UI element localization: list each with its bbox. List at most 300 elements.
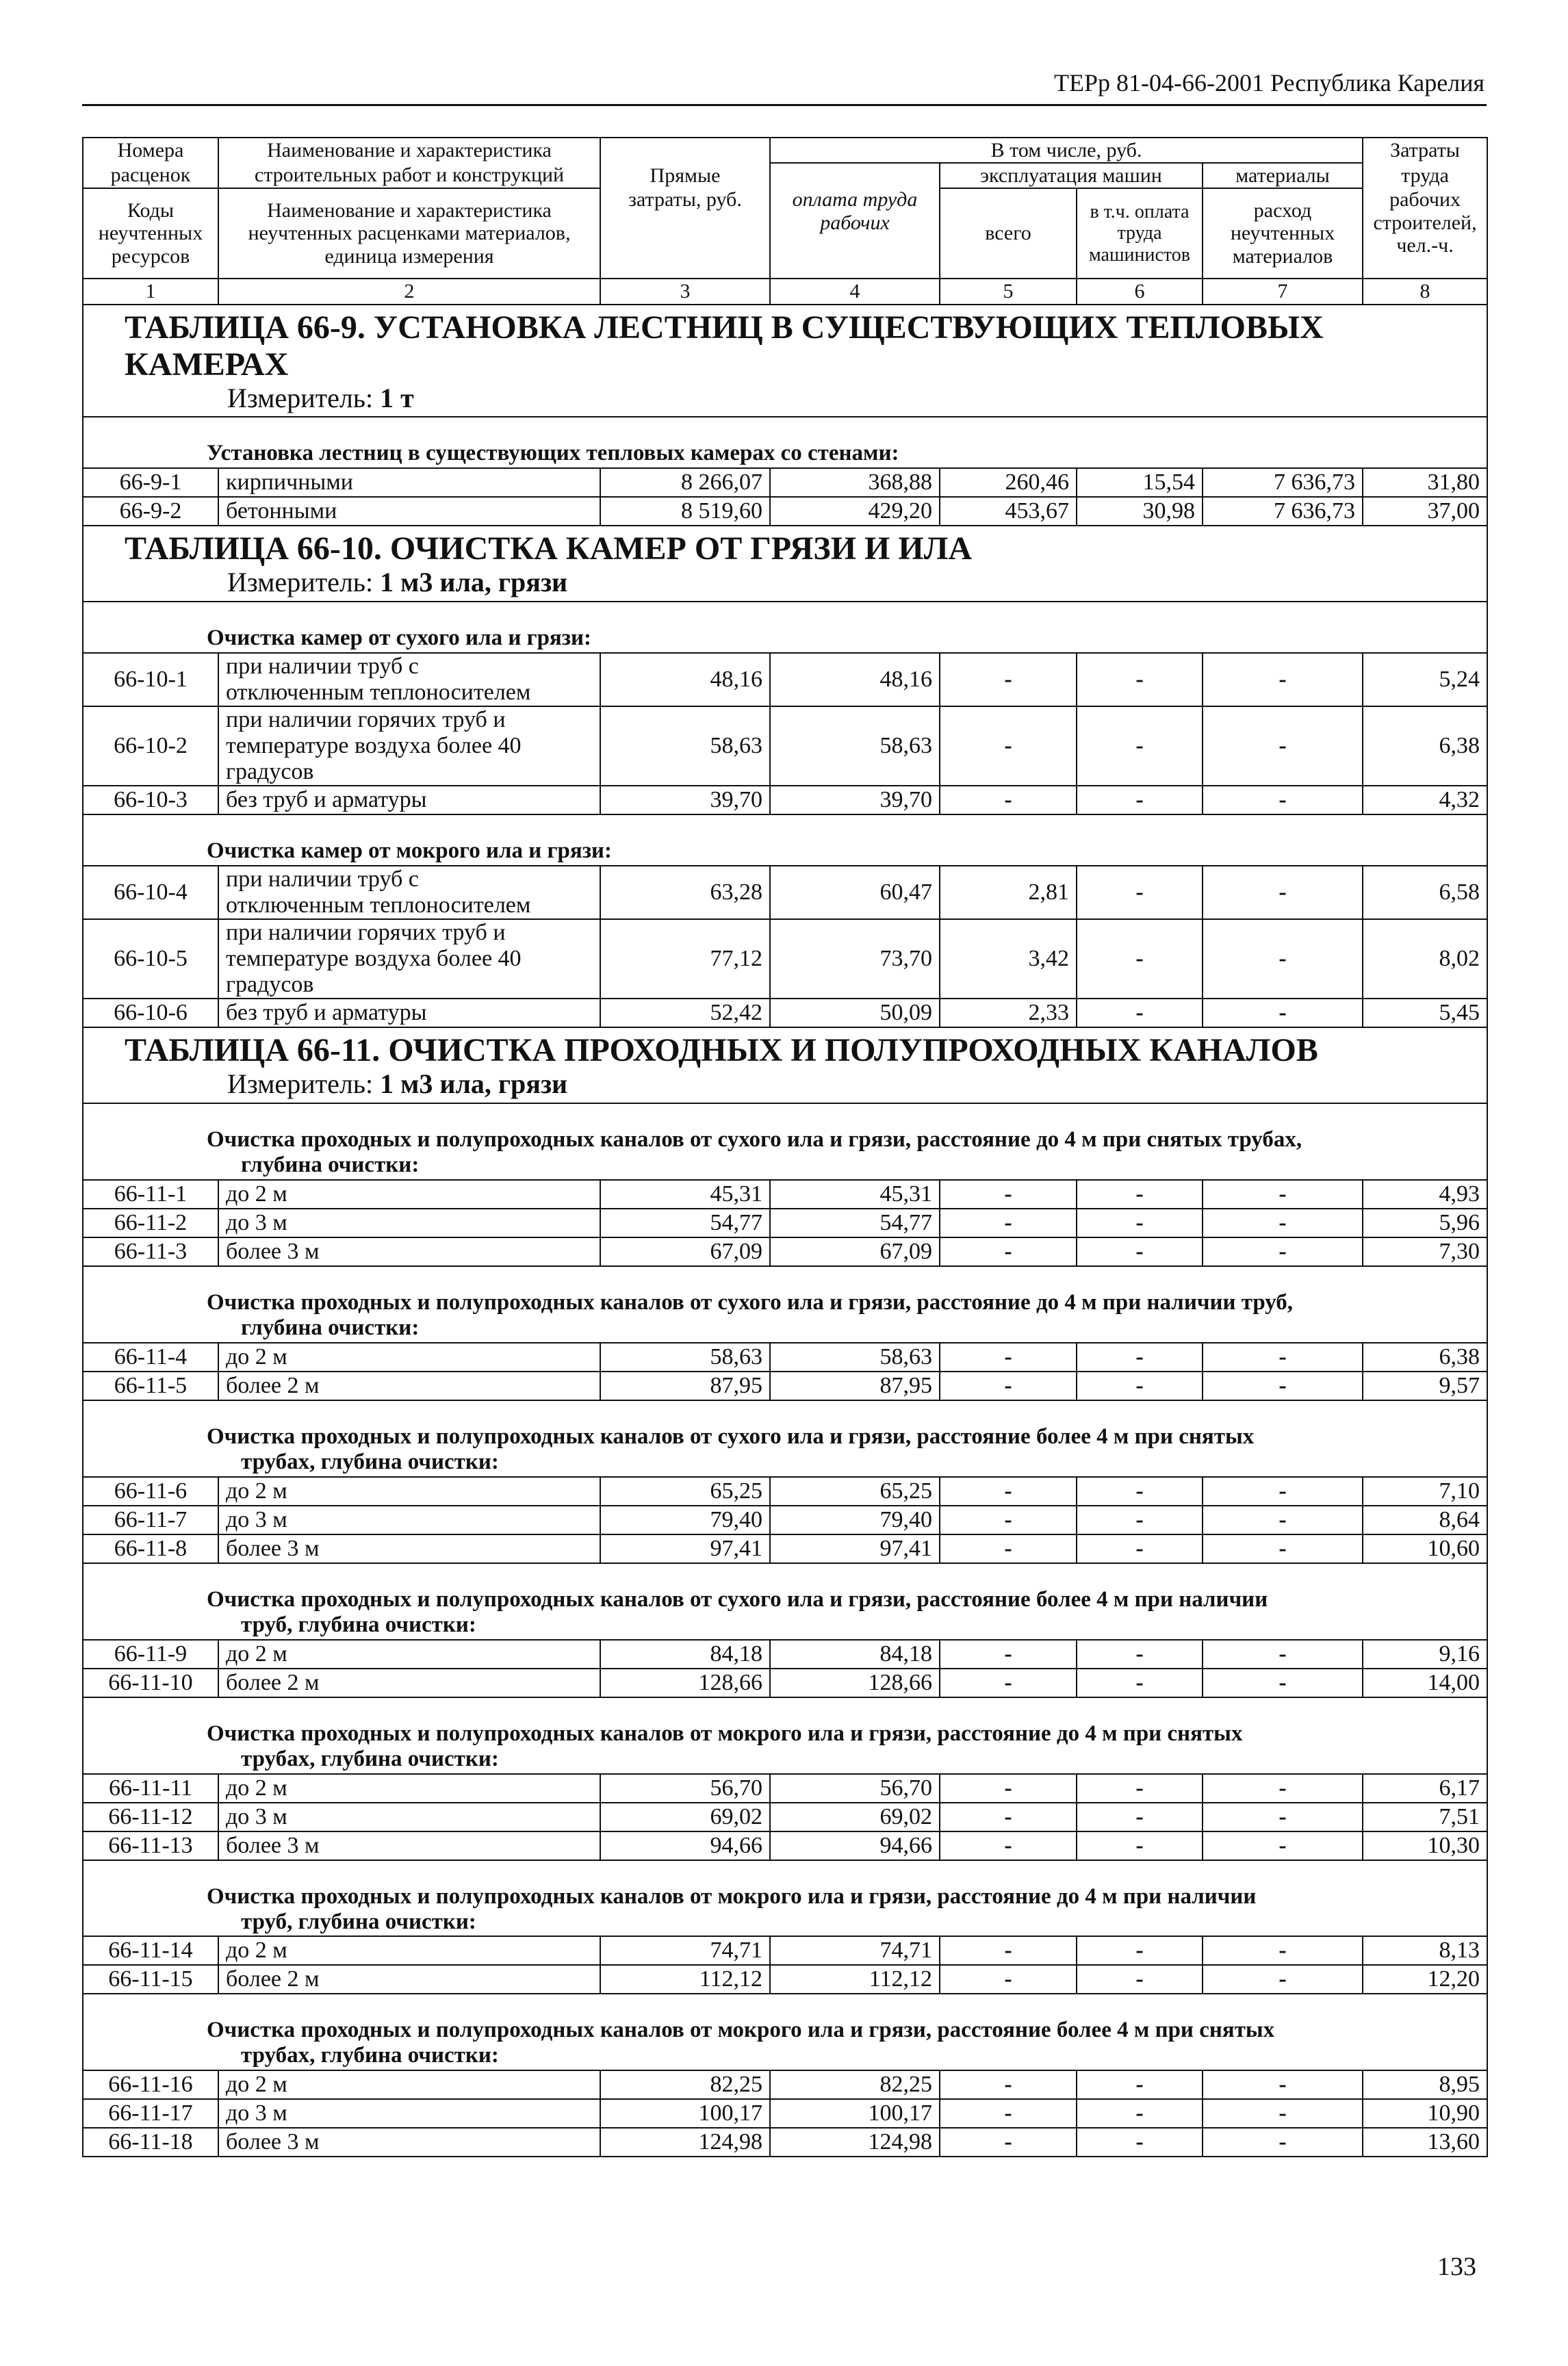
cell-c7: - bbox=[1203, 1640, 1363, 1669]
group-title-line: трубах, глубина очистки: bbox=[241, 2043, 499, 2068]
cell-c5: - bbox=[940, 1774, 1077, 1803]
cell-c6: - bbox=[1077, 2099, 1203, 2128]
cell-c7: - bbox=[1203, 1343, 1363, 1372]
header-text: труда bbox=[1117, 222, 1162, 244]
group-title-row bbox=[83, 1103, 1487, 1180]
cell-c4: 84,18 bbox=[770, 1640, 940, 1669]
cell-c4: 100,17 bbox=[770, 2099, 940, 2128]
section-unit-row bbox=[83, 383, 1487, 417]
work-name bbox=[218, 497, 600, 526]
header-col2-bottom bbox=[218, 188, 600, 279]
cell-c4: 87,95 bbox=[770, 1372, 940, 1400]
cell-c8: 5,96 bbox=[1363, 1209, 1487, 1237]
cell-c6: - bbox=[1077, 999, 1203, 1027]
group-title-line: Очистка проходных и полупроходных каналов от мокрого ила и грязи, расстояние до 4 м при снятых bbox=[207, 1721, 1243, 1746]
table-row bbox=[83, 1534, 1487, 1563]
group-title-line: Очистка камер от мокрого ила и грязи: bbox=[207, 838, 613, 864]
unit-label: Измеритель: bbox=[227, 567, 374, 597]
work-name bbox=[218, 1640, 600, 1669]
group-title bbox=[83, 417, 1487, 468]
cell-c3: 112,12 bbox=[600, 1965, 770, 1994]
cell-c8: 7,30 bbox=[1363, 1237, 1487, 1266]
group-title-line: Очистка камер от сухого ила и грязи: bbox=[207, 625, 592, 650]
cell-c3: 69,02 bbox=[600, 1803, 770, 1831]
cell-c5: 453,67 bbox=[940, 497, 1077, 526]
rate-code: 66-11-8 bbox=[83, 1534, 218, 1563]
cell-c8: 12,20 bbox=[1363, 1965, 1487, 1994]
column-number: 3 bbox=[600, 279, 770, 305]
cell-c3: 39,70 bbox=[600, 786, 770, 814]
cell-c6: - bbox=[1077, 1477, 1203, 1506]
rates-table bbox=[82, 137, 1488, 2157]
header-text: расценок bbox=[110, 164, 191, 187]
cell-c7: - bbox=[1203, 1936, 1363, 1965]
header-row-3 bbox=[83, 188, 1487, 279]
rate-code: 66-11-7 bbox=[83, 1506, 218, 1534]
header-text: материалов bbox=[1232, 244, 1333, 268]
work-name-line: кирпичными bbox=[226, 470, 353, 496]
work-name bbox=[218, 1534, 600, 1563]
cell-c7: - bbox=[1203, 786, 1363, 814]
cell-c6: - bbox=[1077, 653, 1203, 706]
work-name bbox=[218, 1343, 600, 1372]
group-title-row bbox=[83, 1266, 1487, 1343]
work-name-line: до 2 м bbox=[226, 1181, 287, 1207]
group-title bbox=[83, 1994, 1487, 2070]
section-title-row bbox=[83, 305, 1487, 383]
group-title-row bbox=[83, 1994, 1487, 2070]
cell-c8: 8,95 bbox=[1363, 2070, 1487, 2099]
cell-c4: 67,09 bbox=[770, 1237, 940, 1266]
cell-c3: 65,25 bbox=[600, 1477, 770, 1506]
table-row bbox=[83, 1477, 1487, 1506]
work-name-line: бетонными bbox=[226, 498, 337, 524]
work-name-line: без труб и арматуры bbox=[226, 1000, 427, 1026]
rate-code: 66-11-10 bbox=[83, 1669, 218, 1697]
cell-c3: 124,98 bbox=[600, 2128, 770, 2157]
cell-c5: 260,46 bbox=[940, 468, 1077, 497]
header-row-1 bbox=[83, 138, 1487, 163]
cell-c8: 31,80 bbox=[1363, 468, 1487, 497]
cell-c7: - bbox=[1203, 1774, 1363, 1803]
group-title-row bbox=[83, 814, 1487, 866]
cell-c4: 124,98 bbox=[770, 2128, 940, 2157]
cell-c8: 9,16 bbox=[1363, 1640, 1487, 1669]
section-unit bbox=[83, 567, 1487, 602]
cell-c5: - bbox=[940, 1477, 1077, 1506]
rate-code: 66-10-6 bbox=[83, 999, 218, 1027]
group-title-row bbox=[83, 602, 1487, 653]
header-text: Наименование и характеристика bbox=[267, 198, 552, 222]
header-rule bbox=[82, 104, 1487, 106]
cell-c6: - bbox=[1077, 1209, 1203, 1237]
work-name-line: более 3 м bbox=[226, 1535, 320, 1561]
header-text: Прямые bbox=[650, 164, 721, 187]
cell-c3: 128,66 bbox=[600, 1669, 770, 1697]
cell-c3: 52,42 bbox=[600, 999, 770, 1027]
cell-c8: 37,00 bbox=[1363, 497, 1487, 526]
work-name-line: при наличии труб с bbox=[226, 653, 419, 679]
cell-c8: 7,51 bbox=[1363, 1803, 1487, 1831]
cell-c5: 2,81 bbox=[940, 866, 1077, 919]
cell-c5: - bbox=[940, 786, 1077, 814]
cell-c7: 7 636,73 bbox=[1203, 468, 1363, 497]
work-name bbox=[218, 1506, 600, 1534]
group-title bbox=[83, 602, 1487, 653]
cell-c6: - bbox=[1077, 1669, 1203, 1697]
cell-c8: 14,00 bbox=[1363, 1669, 1487, 1697]
cell-c3: 77,12 bbox=[600, 919, 770, 999]
cell-c5: - bbox=[940, 653, 1077, 706]
header-machines: эксплуатация машин bbox=[940, 163, 1203, 188]
rate-code: 66-10-5 bbox=[83, 919, 218, 999]
work-name-line: до 2 м bbox=[226, 2072, 287, 2098]
cell-c4: 60,47 bbox=[770, 866, 940, 919]
work-name-line: при наличии труб с bbox=[226, 866, 419, 892]
section-title: ТАБЛИЦА 66-9. УСТАНОВКА ЛЕСТНИЦ В СУЩЕСТВУЮЩИХ ТЕПЛОВЫХ КАМЕРАХ bbox=[83, 305, 1487, 383]
header-text: в т.ч. оплата bbox=[1090, 201, 1190, 222]
rate-code: 66-11-5 bbox=[83, 1372, 218, 1400]
cell-c7: - bbox=[1203, 1180, 1363, 1209]
work-name-line: более 3 м bbox=[226, 1238, 320, 1264]
column-number: 1 bbox=[83, 279, 218, 305]
cell-c8: 4,32 bbox=[1363, 786, 1487, 814]
table-row bbox=[83, 1237, 1487, 1266]
cell-c5: - bbox=[940, 1534, 1077, 1563]
table-row bbox=[83, 2099, 1487, 2128]
rate-code: 66-11-13 bbox=[83, 1831, 218, 1860]
rate-code: 66-11-18 bbox=[83, 2128, 218, 2157]
table-row bbox=[83, 653, 1487, 706]
cell-c4: 54,77 bbox=[770, 1209, 940, 1237]
table-row bbox=[83, 919, 1487, 999]
cell-c8: 6,38 bbox=[1363, 1343, 1487, 1372]
group-title-row bbox=[83, 1860, 1487, 1937]
cell-c4: 368,88 bbox=[770, 468, 940, 497]
column-numbers-row bbox=[83, 279, 1487, 305]
work-name-line: отключенным теплоносителем bbox=[226, 892, 531, 918]
cell-c3: 58,63 bbox=[600, 706, 770, 786]
cell-c3: 45,31 bbox=[600, 1180, 770, 1209]
cell-c6: - bbox=[1077, 786, 1203, 814]
cell-c4: 50,09 bbox=[770, 999, 940, 1027]
unit-value: 1 м3 ила, грязи bbox=[380, 1068, 568, 1100]
header-col5: всего bbox=[940, 188, 1077, 279]
rate-code: 66-11-1 bbox=[83, 1180, 218, 1209]
cell-c7: - bbox=[1203, 1965, 1363, 1994]
cell-c5: - bbox=[940, 2128, 1077, 2157]
cell-c8: 10,30 bbox=[1363, 1831, 1487, 1860]
cell-c6: - bbox=[1077, 866, 1203, 919]
cell-c5: 2,33 bbox=[940, 999, 1077, 1027]
cell-c7: - bbox=[1203, 1534, 1363, 1563]
work-name-line: более 2 м bbox=[226, 1966, 320, 1992]
group-title-line: глубина очистки: bbox=[241, 1152, 420, 1177]
rate-code: 66-10-1 bbox=[83, 653, 218, 706]
work-name bbox=[218, 786, 600, 814]
work-name bbox=[218, 706, 600, 786]
section-unit bbox=[83, 383, 1487, 417]
header-text: труда bbox=[1401, 164, 1449, 187]
group-title bbox=[83, 814, 1487, 866]
group-title-line: Очистка проходных и полупроходных каналов от сухого ила и грязи, расстояние до 4 м при снятых трубах, bbox=[207, 1127, 1302, 1153]
header-text: единица измерения bbox=[324, 244, 494, 268]
cell-c6: - bbox=[1077, 1506, 1203, 1534]
cell-c6: 15,54 bbox=[1077, 468, 1203, 497]
cell-c8: 5,45 bbox=[1363, 999, 1487, 1027]
group-title-line: Очистка проходных и полупроходных каналов от мокрого ила и грязи, расстояние более 4 м при снятых bbox=[207, 2018, 1275, 2043]
table-row bbox=[83, 866, 1487, 919]
work-name-line: температуре воздуха более 40 bbox=[226, 946, 522, 972]
rate-code: 66-11-15 bbox=[83, 1965, 218, 1994]
cell-c7: - bbox=[1203, 2070, 1363, 2099]
column-number: 6 bbox=[1077, 279, 1203, 305]
group-title bbox=[83, 1563, 1487, 1640]
cell-c5: - bbox=[940, 2099, 1077, 2128]
rate-code: 66-11-16 bbox=[83, 2070, 218, 2099]
cell-c8: 10,90 bbox=[1363, 2099, 1487, 2128]
section-unit-row bbox=[83, 567, 1487, 602]
cell-c5: - bbox=[940, 1831, 1077, 1860]
header-text: ресурсов bbox=[111, 244, 190, 268]
work-name-line: отключенным теплоносителем bbox=[226, 679, 531, 705]
cell-c5: - bbox=[940, 1669, 1077, 1697]
work-name-line: более 3 м bbox=[226, 1832, 320, 1858]
work-name bbox=[218, 1669, 600, 1697]
unit-label: Измеритель: bbox=[227, 1068, 374, 1100]
header-col1-top bbox=[83, 138, 218, 163]
header-col6 bbox=[1077, 188, 1203, 279]
group-title-line: Очистка проходных и полупроходных каналов от мокрого ила и грязи, расстояние до 4 м при наличии bbox=[207, 1883, 1257, 1909]
cell-c3: 74,71 bbox=[600, 1936, 770, 1965]
header-text: строительных работ и конструкций bbox=[254, 164, 565, 187]
cell-c3: 63,28 bbox=[600, 866, 770, 919]
header-col4 bbox=[770, 163, 940, 188]
cell-c6: - bbox=[1077, 1534, 1203, 1563]
rate-code: 66-11-17 bbox=[83, 2099, 218, 2128]
cell-c7: - bbox=[1203, 1372, 1363, 1400]
cell-c4: 94,66 bbox=[770, 1831, 940, 1860]
cell-c6: - bbox=[1077, 1936, 1203, 1965]
cell-c5: - bbox=[940, 1372, 1077, 1400]
cell-c4: 128,66 bbox=[770, 1669, 940, 1697]
cell-c6: - bbox=[1077, 1237, 1203, 1266]
table-row bbox=[83, 706, 1487, 786]
rate-code: 66-10-2 bbox=[83, 706, 218, 786]
table-row bbox=[83, 1180, 1487, 1209]
cell-c6: - bbox=[1077, 1640, 1203, 1669]
group-title-row bbox=[83, 1563, 1487, 1640]
cell-c4: 58,63 bbox=[770, 706, 940, 786]
group-title bbox=[83, 1103, 1487, 1180]
header-col2-top bbox=[218, 163, 600, 188]
cell-c6: - bbox=[1077, 1180, 1203, 1209]
cell-c6: - bbox=[1077, 2128, 1203, 2157]
cell-c3: 8 519,60 bbox=[600, 497, 770, 526]
column-number: 8 bbox=[1363, 279, 1487, 305]
cell-c4: 65,25 bbox=[770, 1477, 940, 1506]
group-title-row bbox=[83, 1697, 1487, 1774]
work-name bbox=[218, 653, 600, 706]
work-name bbox=[218, 919, 600, 999]
work-name bbox=[218, 1774, 600, 1803]
cell-c4: 112,12 bbox=[770, 1965, 940, 1994]
header-group: В том числе, руб. bbox=[770, 138, 1363, 163]
header-col3 bbox=[600, 138, 770, 163]
section-title-row bbox=[83, 526, 1487, 567]
cell-c3: 97,41 bbox=[600, 1534, 770, 1563]
rate-code: 66-11-2 bbox=[83, 1209, 218, 1237]
table-row bbox=[83, 468, 1487, 497]
cell-c5: - bbox=[940, 1803, 1077, 1831]
table-row bbox=[83, 497, 1487, 526]
cell-c3: 8 266,07 bbox=[600, 468, 770, 497]
work-name-line: градусов bbox=[226, 972, 314, 998]
cell-c4: 73,70 bbox=[770, 919, 940, 999]
cell-c8: 6,17 bbox=[1363, 1774, 1487, 1803]
cell-c4: 429,20 bbox=[770, 497, 940, 526]
header-col1-top bbox=[83, 163, 218, 188]
cell-c8: 4,93 bbox=[1363, 1180, 1487, 1209]
rate-code: 66-11-4 bbox=[83, 1343, 218, 1372]
group-title-line: Очистка проходных и полупроходных каналов от сухого ила и грязи, расстояние до 4 м при наличии труб, bbox=[207, 1289, 1294, 1315]
group-title-line: Установка лестниц в существующих тепловых камерах со стенами: bbox=[207, 441, 899, 466]
table-row bbox=[83, 1803, 1487, 1831]
table-row bbox=[83, 1209, 1487, 1237]
cell-c7: - bbox=[1203, 919, 1363, 999]
work-name bbox=[218, 999, 600, 1027]
work-name bbox=[218, 1372, 600, 1400]
cell-c4: 97,41 bbox=[770, 1534, 940, 1563]
header-text: рабочих bbox=[820, 211, 890, 234]
cell-c4: 82,25 bbox=[770, 2070, 940, 2099]
header-col7 bbox=[1203, 188, 1363, 279]
cell-c8: 5,24 bbox=[1363, 653, 1487, 706]
header-col4 bbox=[770, 188, 940, 279]
work-name bbox=[218, 1477, 600, 1506]
header-row-2 bbox=[83, 163, 1487, 188]
unit-value: 1 м3 ила, грязи bbox=[380, 567, 568, 597]
header-text: Затраты bbox=[1390, 139, 1460, 162]
header-text: Номера bbox=[117, 139, 184, 162]
cell-c8: 10,60 bbox=[1363, 1534, 1487, 1563]
cell-c3: 79,40 bbox=[600, 1506, 770, 1534]
cell-c8: 8,02 bbox=[1363, 919, 1487, 999]
cell-c8: 9,57 bbox=[1363, 1372, 1487, 1400]
work-name bbox=[218, 2099, 600, 2128]
cell-c7: - bbox=[1203, 866, 1363, 919]
cell-c4: 48,16 bbox=[770, 653, 940, 706]
rate-code: 66-11-3 bbox=[83, 1237, 218, 1266]
work-name bbox=[218, 2128, 600, 2157]
cell-c7: - bbox=[1203, 999, 1363, 1027]
rate-code: 66-11-14 bbox=[83, 1936, 218, 1965]
rate-code: 66-10-4 bbox=[83, 866, 218, 919]
cell-c3: 54,77 bbox=[600, 1209, 770, 1237]
cell-c3: 48,16 bbox=[600, 653, 770, 706]
rate-code: 66-11-6 bbox=[83, 1477, 218, 1506]
cell-c7: - bbox=[1203, 1506, 1363, 1534]
work-name-line: до 2 м bbox=[226, 1343, 287, 1370]
header-text: строителей, bbox=[1373, 211, 1477, 234]
cell-c5: - bbox=[940, 1343, 1077, 1372]
work-name bbox=[218, 1831, 600, 1860]
cell-c4: 56,70 bbox=[770, 1774, 940, 1803]
cell-c5: - bbox=[940, 1506, 1077, 1534]
work-name-line: до 2 м bbox=[226, 1775, 287, 1801]
header-col8 bbox=[1363, 138, 1487, 163]
cell-c7: - bbox=[1203, 1831, 1363, 1860]
cell-c6: 30,98 bbox=[1077, 497, 1203, 526]
section-title: ТАБЛИЦА 66-10. ОЧИСТКА КАМЕР ОТ ГРЯЗИ И ИЛА bbox=[83, 526, 1487, 567]
group-title-line: трубах, глубина очистки: bbox=[241, 1449, 499, 1474]
rate-code: 66-10-3 bbox=[83, 786, 218, 814]
cell-c3: 100,17 bbox=[600, 2099, 770, 2128]
cell-c7: - bbox=[1203, 1803, 1363, 1831]
cell-c8: 7,10 bbox=[1363, 1477, 1487, 1506]
work-name-line: более 2 м bbox=[226, 1372, 320, 1398]
cell-c7: - bbox=[1203, 653, 1363, 706]
cell-c8: 6,38 bbox=[1363, 706, 1487, 786]
table-row bbox=[83, 1343, 1487, 1372]
section-unit-row bbox=[83, 1069, 1487, 1103]
header-text: неучтенных bbox=[98, 222, 203, 245]
header-col8 bbox=[1363, 188, 1487, 279]
cell-c5: 3,42 bbox=[940, 919, 1077, 999]
table-row bbox=[83, 1965, 1487, 1994]
cell-c4: 74,71 bbox=[770, 1936, 940, 1965]
section-title-row bbox=[83, 1027, 1487, 1069]
unit-value: 1 т bbox=[380, 382, 414, 413]
work-name bbox=[218, 1209, 600, 1237]
rate-code: 66-11-9 bbox=[83, 1640, 218, 1669]
header-text: чел.-ч. bbox=[1396, 234, 1454, 257]
header-text: рабочих bbox=[1389, 188, 1461, 211]
cell-c6: - bbox=[1077, 1372, 1203, 1400]
cell-c7: - bbox=[1203, 2099, 1363, 2128]
cell-c7: - bbox=[1203, 2128, 1363, 2157]
group-title bbox=[83, 1697, 1487, 1774]
work-name bbox=[218, 1180, 600, 1209]
cell-c6: - bbox=[1077, 1803, 1203, 1831]
work-name-line: до 3 м bbox=[226, 1506, 287, 1532]
header-col8 bbox=[1363, 163, 1487, 188]
work-name-line: температуре воздуха более 40 bbox=[226, 732, 522, 758]
cell-c4: 39,70 bbox=[770, 786, 940, 814]
table-row bbox=[83, 1936, 1487, 1965]
cell-c5: - bbox=[940, 1936, 1077, 1965]
cell-c6: - bbox=[1077, 1831, 1203, 1860]
cell-c6: - bbox=[1077, 1774, 1203, 1803]
cell-c5: - bbox=[940, 706, 1077, 786]
column-number: 2 bbox=[218, 279, 600, 305]
table-row bbox=[83, 2070, 1487, 2099]
work-name-line: более 3 м bbox=[226, 2129, 320, 2155]
cell-c7: - bbox=[1203, 1209, 1363, 1237]
cell-c4: 58,63 bbox=[770, 1343, 940, 1372]
group-title-row bbox=[83, 1400, 1487, 1477]
header-text: оплата труда bbox=[792, 188, 918, 211]
table-row bbox=[83, 1506, 1487, 1534]
cell-c5: - bbox=[940, 1965, 1077, 1994]
work-name-line: до 3 м bbox=[226, 1803, 287, 1829]
cell-c3: 58,63 bbox=[600, 1343, 770, 1372]
header-text: неучтенных bbox=[1230, 222, 1335, 245]
cell-c7: - bbox=[1203, 1669, 1363, 1697]
section-title: ТАБЛИЦА 66-11. ОЧИСТКА ПРОХОДНЫХ И ПОЛУПРОХОДНЫХ КАНАЛОВ bbox=[83, 1027, 1487, 1069]
work-name bbox=[218, 2070, 600, 2099]
group-title-line: Очистка проходных и полупроходных каналов от сухого ила и грязи, расстояние более 4 м при наличии bbox=[207, 1586, 1268, 1612]
